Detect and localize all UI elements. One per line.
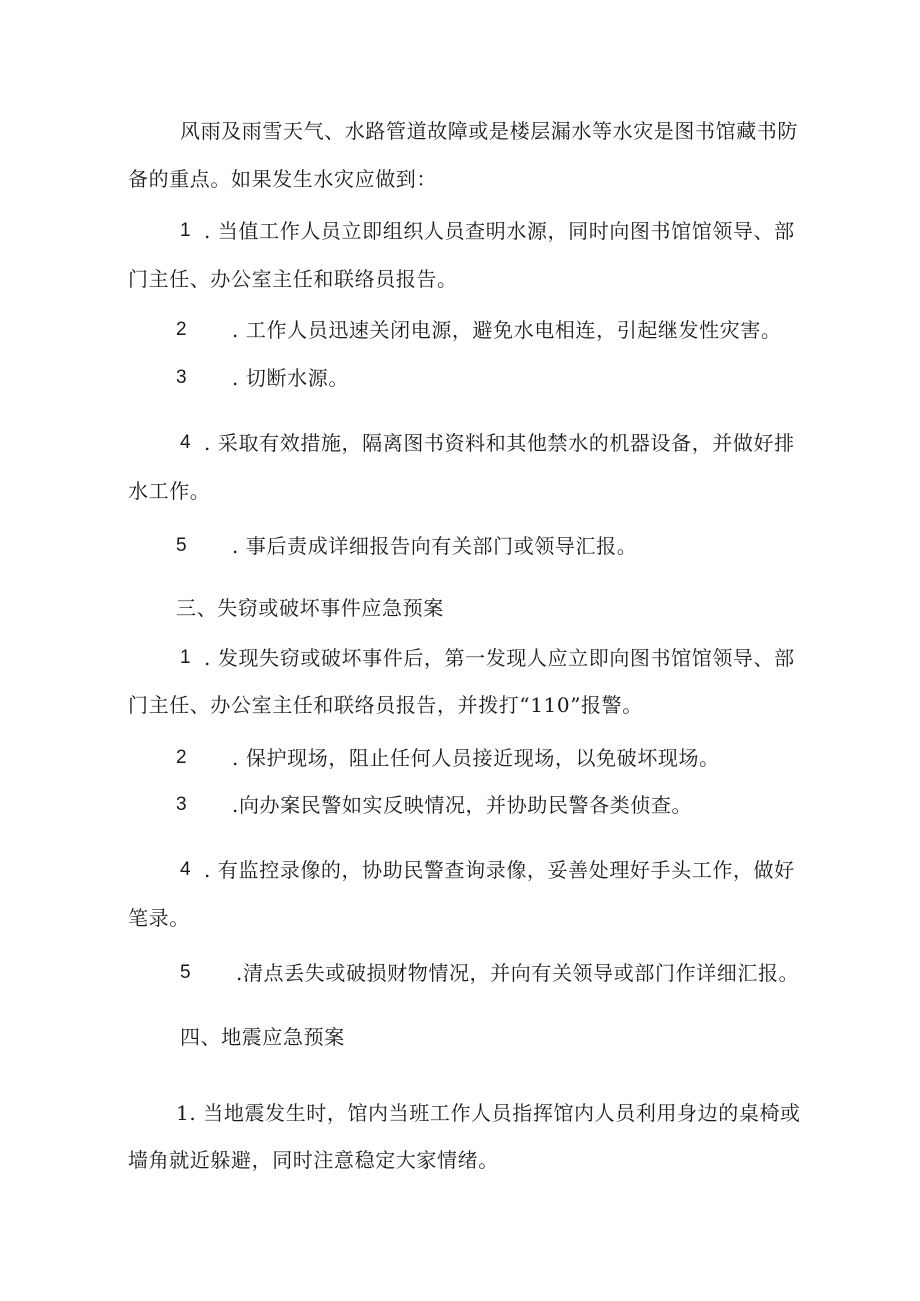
flood-item-4-line-2: 水工作。 — [128, 479, 211, 503]
theft-item-4-line-2: 笔录。 — [128, 906, 190, 930]
theft-item-4-line-1: . 有监控录像的，协助民警查询录像，妥善处理好手头工作，做好 — [204, 858, 795, 882]
flood-item-1-line-1: . 当值工作人员立即组织人员查明水源，同时向图书馆馆领导、部 — [204, 219, 795, 243]
flood-item-2-line-1: . 工作人员迅速关闭电源，避免水电相连，引起继发性灾害。 — [232, 318, 782, 342]
flood-item-4-number: 4 — [180, 432, 191, 453]
flood-item-3-number: 3 — [176, 367, 187, 388]
flood-item-2-number: 2 — [176, 319, 187, 340]
theft-item-5-number: 5 — [180, 962, 191, 983]
quake-item-1-line-1: 1. 当地震发生时，馆内当班工作人员指挥馆内人员利用身边的桌椅或 — [176, 1101, 801, 1125]
quake-item-1-line-2: 墙角就近躲避，同时注意稳定大家情绪。 — [128, 1148, 499, 1172]
flood-item-1-line-2: 门主任、办公室主任和联络员报告。 — [128, 267, 458, 291]
flood-item-5-line-1: . 事后责成详细报告向有关部门或领导汇报。 — [232, 534, 638, 558]
theft-item-3-number: 3 — [176, 794, 187, 815]
flood-item-3-line-1: . 切断水源。 — [232, 366, 349, 390]
section-3-heading: 三、失窃或破坏事件应急预案 — [176, 596, 444, 620]
flood-item-5-number: 5 — [176, 535, 187, 556]
section-4-heading: 四、地震应急预案 — [180, 1025, 345, 1049]
theft-item-1-number: 1 — [180, 647, 191, 668]
theft-item-1-line-2: 门主任、办公室主任和联络员报告，并拨打“110”报警。 — [128, 693, 643, 717]
theft-item-4-number: 4 — [180, 859, 191, 880]
flood-item-1-number: 1 — [180, 220, 191, 241]
theft-item-1-line-1: . 发现失窃或破坏事件后，第一发现人应立即向图书馆馆领导、部 — [204, 646, 795, 670]
theft-item-2-line-1: . 保护现场，阻止任何人员接近现场，以免破坏现场。 — [232, 746, 720, 770]
intro-line-2: 备的重点。如果发生水灾应做到： — [128, 167, 437, 191]
flood-item-4-line-1: . 采取有效措施，隔离图书资料和其他禁水的机器设备，并做好排 — [204, 431, 795, 455]
theft-item-5-line-1: .清点丢失或破损财物情况，并向有关领导或部门作详细汇报。 — [236, 961, 800, 985]
theft-item-3-line-1: .向办案民警如实反映情况，并协助民警各类侦查。 — [232, 793, 693, 817]
intro-line-1: 风雨及雨雪天气、水路管道故障或是楼层漏水等水灾是图书馆藏书防 — [180, 119, 798, 143]
theft-item-2-number: 2 — [176, 747, 187, 768]
